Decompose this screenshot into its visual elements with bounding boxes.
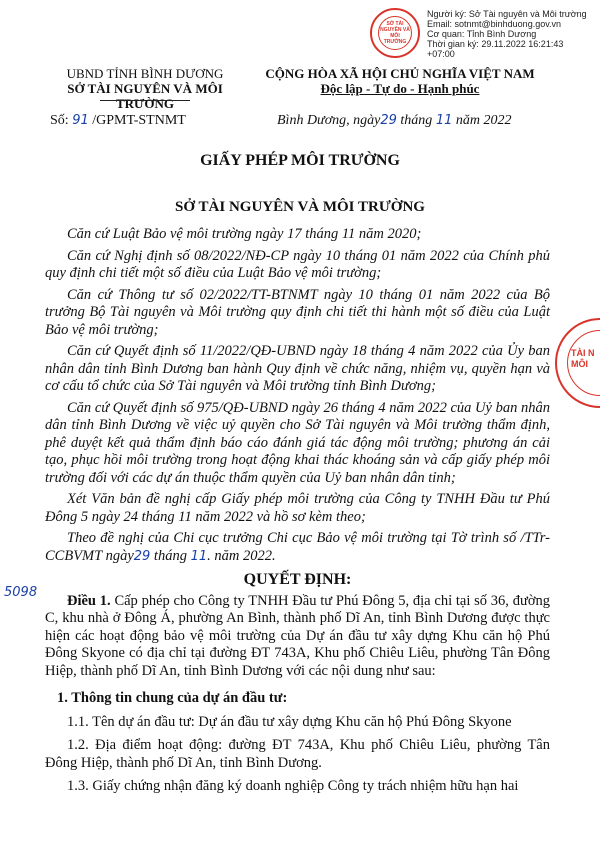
stamp-text: TÀI N MÔI bbox=[571, 348, 595, 369]
section-item: 1.3. Giấy chứng nhận đăng ký doanh nghiệp Công ty trách nhiệm hữu hạn hai bbox=[67, 778, 519, 794]
signer-line: Người ký: Sở Tài nguyên và Môi trường bbox=[427, 9, 587, 19]
legal-basis: Căn cứ Quyết định số 11/2022/QĐ-UBND ngày 18 tháng 4 năm 2022 của Ủy ban nhân dân tỉnh Bình Dương ban hành Quy định về chức năng, nhiệm vụ, quyền hạn và cơ cấu tổ chức của Sở Tài nguyên và Môi trường tỉnh Bình Dương; bbox=[45, 343, 550, 394]
section-1-heading: 1. Thông tin chung của dự án đầu tư: bbox=[57, 690, 288, 706]
decision-heading: QUYẾT ĐỊNH: bbox=[243, 571, 352, 588]
legal-basis: Căn cứ Luật Bảo vệ môi trường ngày 17 tháng 11 năm 2020; bbox=[67, 226, 422, 242]
email-line: Email: sotnmt@binhduong.gov.vn bbox=[427, 19, 562, 29]
sign-time-line: Thời gian ký: 29.11.2022 16:21:43 bbox=[427, 39, 564, 49]
signature-info bbox=[427, 9, 597, 59]
document-date: Bình Dương, ngày29 tháng 11 năm 2022 bbox=[277, 113, 512, 128]
issuer-heading: SỞ TÀI NGUYÊN VÀ MÔI TRƯỜNG bbox=[175, 199, 425, 215]
document-body bbox=[45, 226, 550, 802]
digital-signature-seal bbox=[370, 8, 420, 58]
section-item: 1.2. Địa điểm hoạt động: đường ĐT 743A, Khu phố Chiêu Liêu, phường Tân Đông Hiệp, thành phố Dĩ An, tỉnh Bình Dương. bbox=[45, 737, 550, 771]
section-item: 1.1. Tên dự án đầu tư: Dự án đầu tư xây dựng Khu căn hộ Phú Đông Skyone bbox=[67, 713, 512, 730]
proposal-basis: Theo đề nghị của Chi cục trưởng Chi cục Bảo vệ môi trường tại Tờ trình số /TTr-CCBVMT ngày29 tháng 11. năm 2022. bbox=[45, 530, 550, 564]
handwritten-day: 29 bbox=[380, 113, 397, 128]
national-motto: Độc lập - Tự do - Hạnh phúc bbox=[320, 81, 480, 96]
legal-basis: Xét Văn bản đề nghị cấp Giấy phép môi trường của Công ty TNHH Đầu tư Phú Đông 5 ngày 24 tháng 11 năm 2022 và hồ sơ kèm theo; bbox=[45, 491, 550, 525]
legal-basis: Căn cứ Thông tư số 02/2022/TT-BTNMT ngày 10 tháng 01 năm 2022 của Bộ trưởng Bộ Tài nguyên và Môi trường quy định chi tiết thi hành một số điều của Luật Bảo vệ môi trường; bbox=[45, 286, 550, 338]
national-header bbox=[250, 66, 550, 96]
legal-basis: Căn cứ Quyết định số 975/QĐ-UBND ngày 26 tháng 4 năm 2022 của Uỷ ban nhân dân tỉnh Bình Dương về việc uỷ quyền cho Sở Tài nguyên và Môi trường thẩm định, phê duyệt kết quả thẩm định báo cáo đánh giá tác động môi trường; phương án cải tạo, phục hồi môi trường trong hoạt động khai thác khoáng sản và cấp giấy phép môi trường đối với các dự án thuộc thẩm quyền của Uỷ ban nhân dân tỉnh; bbox=[45, 399, 550, 486]
org-line-2: SỞ TÀI NGUYÊN VÀ MÔI TRƯỜNG bbox=[67, 81, 223, 111]
issuing-organization bbox=[40, 66, 250, 111]
margin-handwritten-number: 5098 bbox=[4, 585, 38, 600]
seal-text: SỞ TÀI NGUYÊN VÀ MÔI TRƯỜNG bbox=[380, 21, 410, 45]
handwritten-number: 91 bbox=[72, 113, 89, 128]
timezone-line: +07:00 bbox=[427, 49, 455, 59]
document-number: Số: 91 /GPMT-STNMT bbox=[50, 113, 186, 128]
handwritten-month: 11 bbox=[435, 113, 453, 128]
header-divider bbox=[100, 100, 190, 101]
org-line-1: UBND TỈNH BÌNH DƯƠNG bbox=[66, 66, 224, 81]
agency-line: Cơ quan: Tỉnh Bình Dương bbox=[427, 29, 537, 39]
article-1: Điều 1. Cấp phép cho Công ty TNHH Đầu tư Phú Đông 5, địa chỉ tại số 36, đường C, khu nhà ở Đông Á, phường An Bình, thành phố Dĩ An, tỉnh Bình Dương được thực hiện các hoạt động bảo vệ môi trường của Dự án đầu tư xây dựng Khu căn hộ Phú Đông Skyone có địa chỉ tại đường ĐT 743A, Khu phố Chiêu Liêu, phường Tân Đông Hiệp, thành phố Dĩ An, tỉnh Bình Dương với các nội dung như sau: bbox=[45, 592, 550, 679]
document-title: GIẤY PHÉP MÔI TRƯỜNG bbox=[200, 152, 400, 169]
nation-name: CỘNG HÒA XÃ HỘI CHỦ NGHĨA VIỆT NAM bbox=[265, 66, 535, 81]
official-stamp bbox=[555, 318, 600, 408]
legal-basis: Căn cứ Nghị định số 08/2022/NĐ-CP ngày 10 tháng 01 năm 2022 của Chính phủ quy định chi tiết một số điều của Luật Bảo vệ môi trường; bbox=[45, 247, 550, 281]
